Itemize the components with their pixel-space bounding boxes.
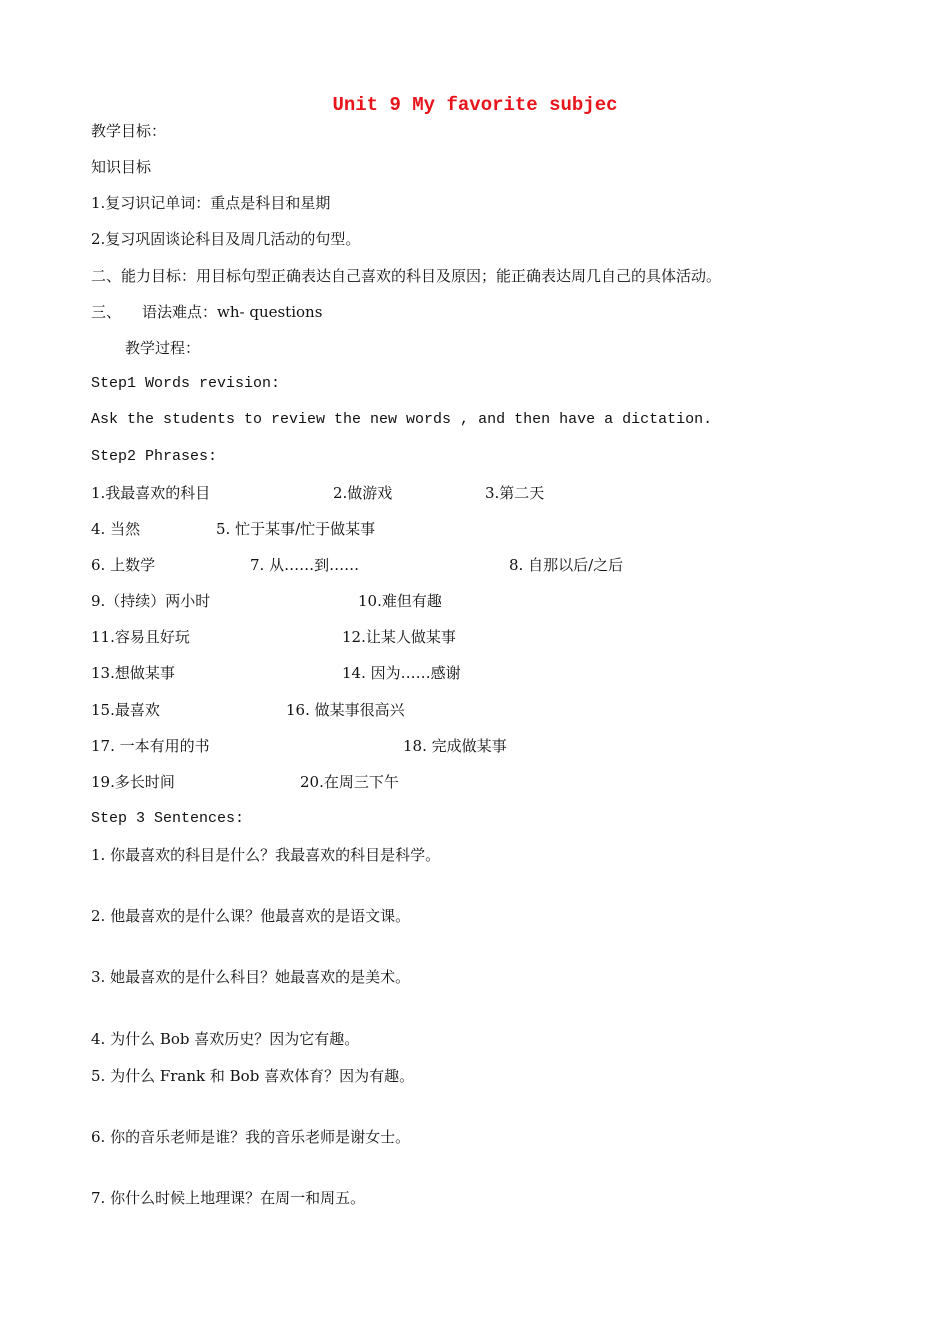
sentence-item: 2. 他最喜欢的是什么课？他最喜欢的是语文课。 xyxy=(91,907,411,925)
phrase-item: 4. 当然 xyxy=(91,520,141,538)
document-title: Unit 9 My favorite subjec xyxy=(332,94,618,116)
phrase-item: 5. 忙于某事/忙于做某事 xyxy=(216,520,376,538)
teaching-goals-heading: 教学目标： xyxy=(91,122,167,140)
grammar-number: 三、 xyxy=(91,303,122,321)
phrase-item: 19.多长时间 xyxy=(91,773,175,791)
knowledge-goals-heading: 知识目标 xyxy=(91,158,152,176)
phrase-item: 14. 因为……感谢 xyxy=(342,664,461,682)
phrase-item: 17. 一本有用的书 xyxy=(91,737,210,755)
phrase-item: 13.想做某事 xyxy=(91,664,175,682)
sentence-item: 7. 你什么时候上地理课？在周一和周五。 xyxy=(91,1189,366,1207)
sentence-item: 5. 为什么 Frank 和 Bob 喜欢体育？因为有趣。 xyxy=(91,1067,415,1085)
phrase-item: 7. 从……到…… xyxy=(250,556,360,574)
phrase-item: 16. 做某事很高兴 xyxy=(286,701,405,719)
phrase-item: 11.容易且好玩 xyxy=(91,628,190,646)
phrase-item: 10.难但有趣 xyxy=(358,592,442,610)
phrase-item: 20.在周三下午 xyxy=(300,773,399,791)
grammar-difficulty: 语法难点：wh- questions xyxy=(142,303,323,321)
phrase-item: 12.让某人做某事 xyxy=(342,628,456,646)
phrase-item: 8. 自那以后/之后 xyxy=(509,556,624,574)
ability-goal: 二、能力目标：用目标句型正确表达自己喜欢的科目及原因；能正确表达周几自己的具体活动。 xyxy=(91,267,722,285)
phrase-item: 18. 完成做某事 xyxy=(403,737,507,755)
teaching-process-heading: 教学过程： xyxy=(125,339,201,357)
step3-heading: Step 3 Sentences: xyxy=(91,810,245,827)
sentence-item: 1. 你最喜欢的科目是什么？我最喜欢的科目是科学。 xyxy=(91,846,441,864)
step1-heading: Step1 Words revision: xyxy=(91,375,281,392)
phrase-item: 2.做游戏 xyxy=(333,484,393,502)
step2-heading: Step2 Phrases: xyxy=(91,448,218,465)
phrase-item: 1.我最喜欢的科目 xyxy=(91,484,211,502)
phrase-item: 9.（持续）两小时 xyxy=(91,592,211,610)
goal-item-2: 2.复习巩固谈论科目及周几活动的句型。 xyxy=(91,230,361,248)
phrase-item: 3.第二天 xyxy=(485,484,545,502)
goal-item-1: 1.复习识记单词：重点是科目和星期 xyxy=(91,194,331,212)
phrase-item: 15.最喜欢 xyxy=(91,701,160,719)
step1-text: Ask the students to review the new words , and then have a dictation. xyxy=(91,411,713,428)
sentence-item: 6. 你的音乐老师是谁？我的音乐老师是谢女士。 xyxy=(91,1128,411,1146)
sentence-item: 4. 为什么 Bob 喜欢历史？因为它有趣。 xyxy=(91,1030,360,1048)
sentence-item: 3. 她最喜欢的是什么科目？她最喜欢的是美术。 xyxy=(91,968,411,986)
phrase-item: 6. 上数学 xyxy=(91,556,156,574)
